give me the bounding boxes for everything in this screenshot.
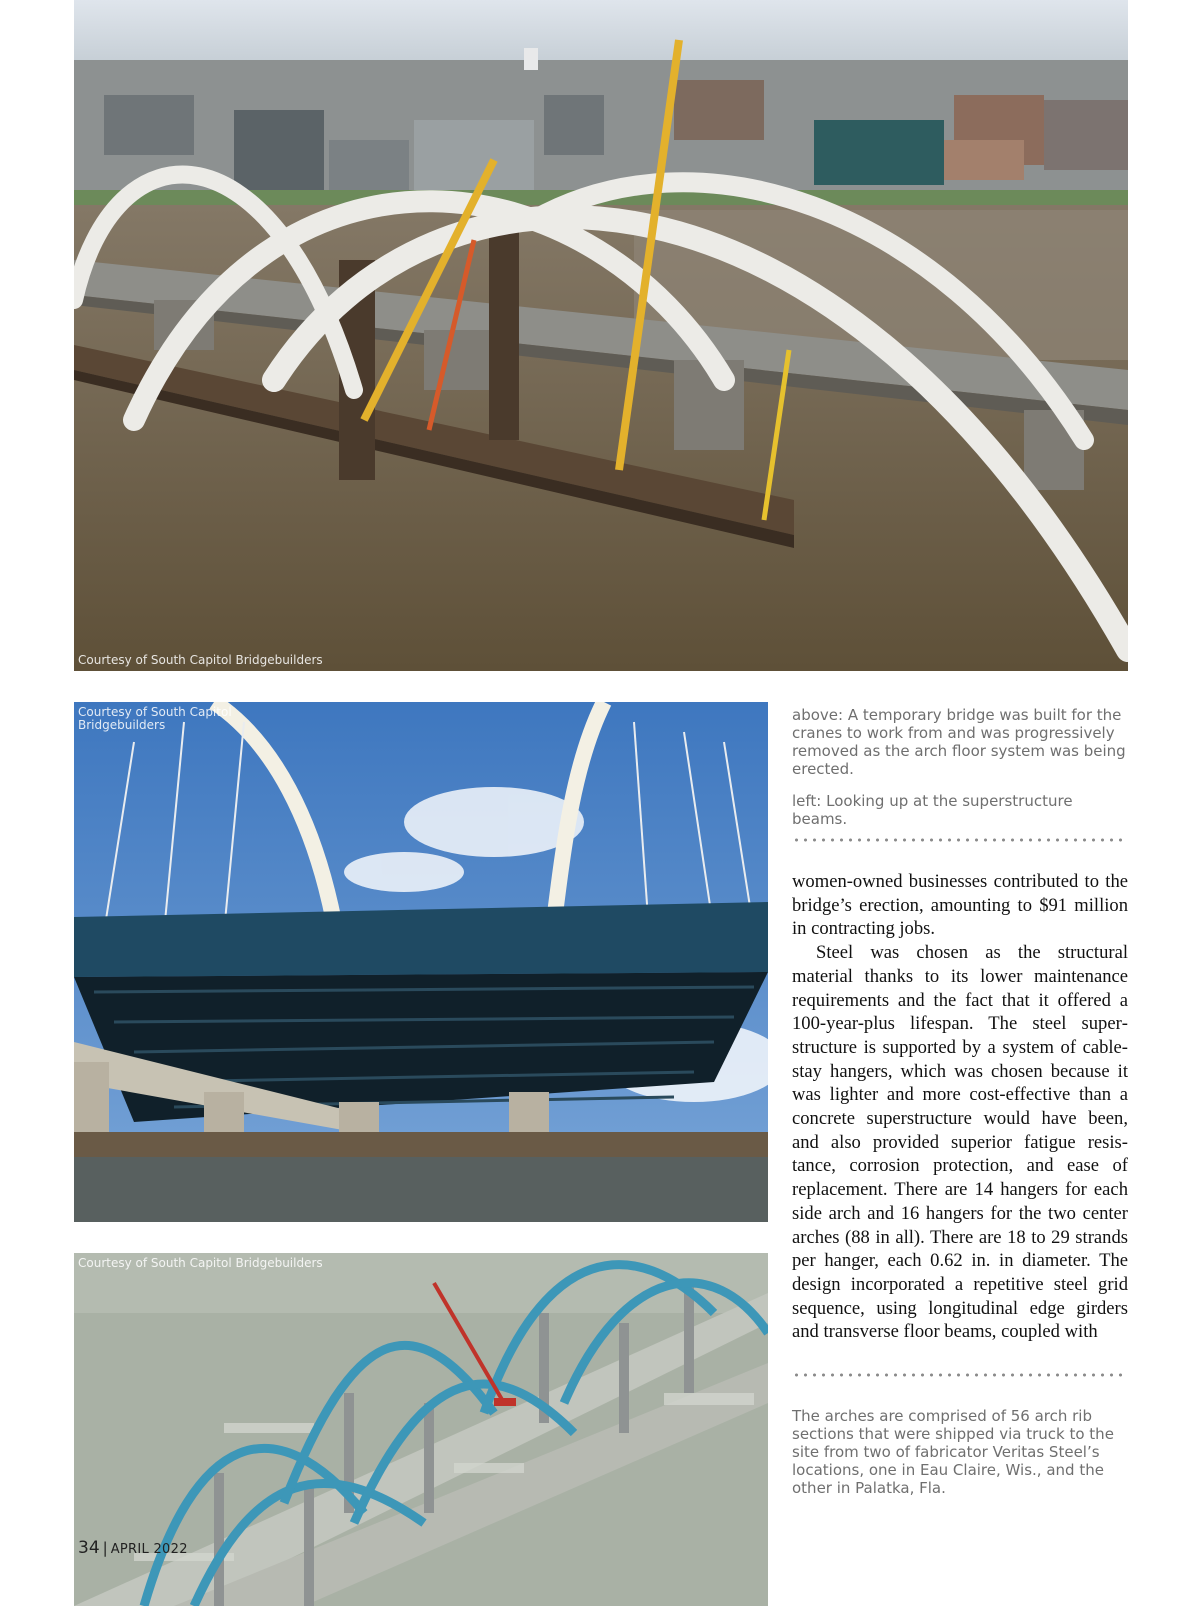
photo-superstructure-beams	[74, 702, 768, 1222]
dotted-divider	[792, 1373, 1128, 1377]
photo-credit: Courtesy of South Capitol Bridgebuilders	[78, 1256, 323, 1270]
issue-date: APRIL 2022	[110, 1542, 188, 1557]
page-number: 34	[78, 1538, 100, 1558]
photo-credit: Courtesy of South Capitol Bridgebuilders	[78, 705, 232, 732]
caption-temporary-bridge: above: A temporary bridge was built for the cranes to work from and was progressively removed as the arch floor system was being erected.	[792, 706, 1126, 778]
article-body	[792, 870, 1128, 1344]
aerial-bridge-illustration	[74, 0, 1128, 671]
caption-superstructure: left: Looking up at the superstructure beams.	[792, 792, 1073, 828]
footer-separator: |	[102, 1539, 108, 1557]
article-paragraph: Steel was chosen as the structural material thanks to its lower maintenance requirements and the fact that it offered a 100-year-plus lifespan. The steel superstructure is supported by a system of cable-stay hangers, which was chosen because it was lighter and more cost-effective than a concrete superstructure would have been, and also provided superior fatigue resistance, corrosion protection, and ease of replacement. There are 14 hangers for each side arch and 16 hangers for the two center arches (88 in all). There are 18 to 29 strands per hanger, each 0.62 in. in diameter. The design incorporated a repetitive steel grid sequence, using longitudinal edge girders and transverse floor beams, coupled with	[792, 942, 1128, 1343]
dotted-divider	[792, 838, 1128, 842]
photo-aerial-bridge-construction	[74, 0, 1128, 671]
page-footer	[78, 1538, 188, 1558]
caption-arch-sections: The arches are comprised of 56 arch rib sections that were shipped via truck to the site from two of fabricator Veritas Steel’s locations, one in Eau Claire, Wis., and the other in Palatka, Fla.	[792, 1407, 1114, 1497]
article-paragraph: women-owned businesses contributed to the bridge’s erection, amounting to $91 million in contracting jobs.	[792, 871, 1128, 940]
photo-credit: Courtesy of South Capitol Bridgebuilders	[78, 653, 323, 667]
superstructure-illustration	[74, 702, 768, 1222]
